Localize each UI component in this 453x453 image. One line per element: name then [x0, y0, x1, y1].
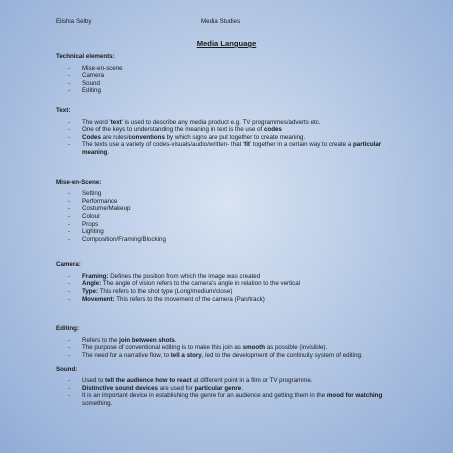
list-item: - The need for a narrative flow, to tell a story, led to the development of the continuity system of editing. [56, 352, 396, 360]
list-item: - The texts use a variety of codes-visuals/audio/written- that 'fit' together in a certain way to create a particular meaning. [56, 141, 396, 156]
sound-list [56, 377, 396, 407]
list-item: - Mise-en-scene [56, 65, 396, 73]
section-heading-editing: Editing: [56, 325, 80, 333]
list-item: - Movement: This refers to the movement of the camera (Pan/track) [56, 296, 396, 304]
section-sound [56, 366, 396, 408]
section-camera [56, 261, 396, 303]
list-item: - The word 'text' is used to describe any media product e.g. TV programmes/adverts etc. [56, 119, 396, 127]
list-item: - Colour [56, 213, 396, 221]
section-heading-sound: Sound: [56, 365, 78, 373]
list-item: - Framing: Defines the position from which the image was created [56, 273, 396, 281]
editing-list [56, 337, 396, 360]
list-item: - One of the keys to understanding the meaning in text is the use of codes [56, 126, 396, 134]
list-item: - Costume/Makeup [56, 205, 396, 213]
section-heading-text: Text: [56, 106, 71, 114]
section-text [56, 107, 396, 157]
section-editing [56, 325, 396, 359]
page-title: Media Language [196, 39, 257, 48]
list-item: - Used to tell the audience how to react at different point in a film or TV programme. [56, 377, 396, 385]
section-heading-mise-en-scene: Mise-en-Scene: [56, 178, 102, 186]
text-list [56, 119, 396, 157]
subject-name: Media Studies [201, 18, 241, 25]
section-mise-en-scene [56, 179, 396, 244]
list-item: - Performance [56, 198, 396, 206]
list-item: - Angle: The angle of vision refers to the camera's angle in relation to the vertical [56, 280, 396, 288]
list-item: - Camera [56, 72, 396, 80]
section-heading-technical: Technical elements: [56, 53, 115, 60]
list-item: - The purpose of conventional editing is to make this join as smooth as possible (invisible). [56, 344, 396, 352]
list-item: - Setting [56, 190, 396, 198]
mise-list [56, 190, 396, 243]
list-item: - It is an important device in establishing the genre for an audience and getting them in the mood for watching something. [56, 392, 396, 407]
list-item: - Props [56, 221, 396, 229]
list-item: - Editing [56, 87, 396, 95]
list-item: - Refers to the join between shots. [56, 337, 396, 345]
list-item: - Lighting [56, 228, 396, 236]
list-item: - Codes are rules/conventions by which signs are put together to create meaning. [56, 134, 396, 142]
list-item: - Sound [56, 80, 396, 88]
list-item: - Composition/Framing/Blocking [56, 236, 396, 244]
section-heading-camera: Camera: [56, 261, 81, 269]
document-content [56, 53, 396, 408]
camera-list [56, 273, 396, 303]
technical-list [56, 65, 396, 95]
list-item: - Type: This refers to the shot type (Long/medium/close) [56, 288, 396, 296]
author-name: Elishia Selby [56, 18, 92, 25]
section-technical [56, 53, 396, 95]
list-item: - Distinctive sound devices are used for particular genre. [56, 385, 396, 393]
